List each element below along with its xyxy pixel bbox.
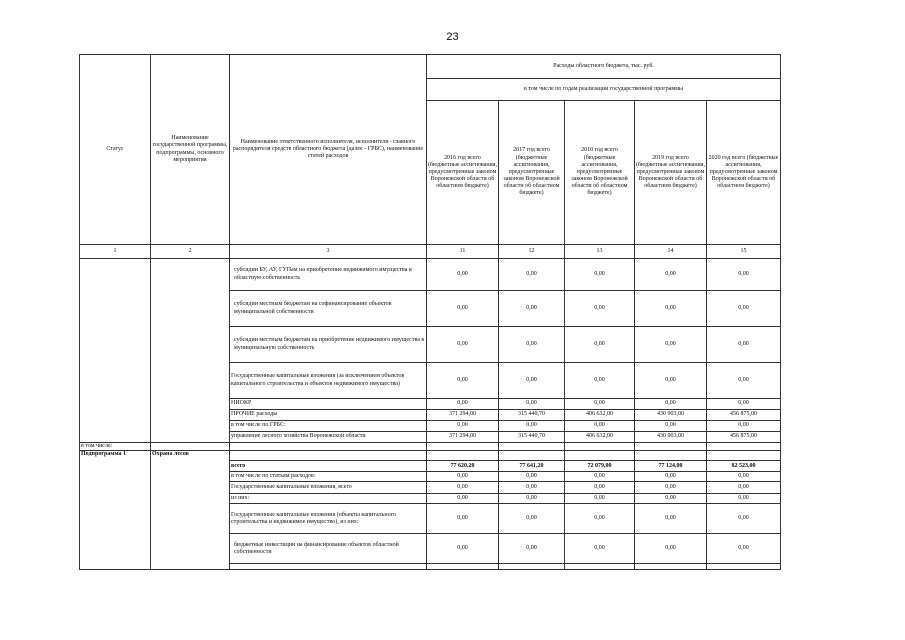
- value-cell: 0,00: [565, 259, 635, 291]
- subprogram-status: Подпрограмма 1: [80, 451, 151, 570]
- value-cell: 0,00: [427, 399, 499, 410]
- col-number: 11: [427, 245, 499, 259]
- value-cell: 315 440,70: [499, 410, 565, 421]
- row-label: Государственные капитальные вложения (за исключением объектов капитального строительства и объектов недвижимого имущества): [230, 363, 427, 399]
- value-cell: 0,00: [707, 421, 781, 432]
- value-cell: 0,00: [427, 494, 499, 504]
- value-cell: 0,00: [707, 259, 781, 291]
- total-value: 82 523,00: [707, 461, 781, 472]
- value-cell: 0,00: [499, 363, 565, 399]
- col-number: 1: [80, 245, 151, 259]
- row-label: Государственные капитальные вложения (объекты капитального строительства и недвижимое имущество), из них:: [230, 504, 427, 534]
- program-cell: [151, 259, 230, 443]
- value-cell: 0,00: [499, 472, 565, 482]
- value-cell: 0,00: [427, 363, 499, 399]
- value-cell: 371 294,00: [427, 410, 499, 421]
- value-cell: 0,00: [635, 494, 707, 504]
- header-year-2016: 2016 год всего (бюджетные ассигнования, предусмотренные законом Воронежской области об областном бюджете): [427, 101, 499, 245]
- value-cell: 0,00: [499, 534, 565, 564]
- column-numbers-row: [80, 245, 781, 259]
- row-label: субсидии местным бюджетам на приобретение недвижимого имущества в муниципальную собственность: [230, 327, 427, 363]
- row-label: ПРОЧИЕ расходы: [230, 410, 427, 421]
- value-cell: 0,00: [707, 494, 781, 504]
- total-value: 77 620,20: [427, 461, 499, 472]
- value-cell: 0,00: [635, 291, 707, 327]
- value-cell: 0,00: [499, 259, 565, 291]
- row-label: Государственные капитальные вложения, всего: [230, 482, 427, 494]
- incl-row: [80, 443, 781, 451]
- row-label: субсидии БУ, АУ, ГУПам на приобретение недвижимого имущества в областную собственность: [230, 259, 427, 291]
- row-label: бюджетные инвестиции на финансирование объектов областной собственности: [230, 534, 427, 564]
- value-cell: 0,00: [565, 494, 635, 504]
- value-cell: 0,00: [707, 482, 781, 494]
- row-label: субсидии местным бюджетам на софинансирование объектов муниципальной собственности: [230, 291, 427, 327]
- header-by-years: в том числе по годам реализации государственной программы: [427, 79, 781, 101]
- header-year-2020: 2020 год всего (бюджетные ассигнования, предусмотренные законом Воронежской области об областном бюджете): [707, 101, 781, 245]
- total-value: 77 124,00: [635, 461, 707, 472]
- value-cell: 406 632,00: [565, 432, 635, 443]
- header-year-2018: 2018 год всего (бюджетные ассигнования, предусмотренные законом Воронежской области об областном бюджете): [565, 101, 635, 245]
- value-cell: 0,00: [565, 472, 635, 482]
- value-cell: 0,00: [635, 327, 707, 363]
- row-label: в том числе по статьям расходов:: [230, 472, 427, 482]
- status-cell: [80, 259, 151, 443]
- value-cell: 0,00: [499, 494, 565, 504]
- value-cell: 371 294,00: [427, 432, 499, 443]
- value-cell: 0,00: [635, 399, 707, 410]
- value-cell: 456 875,00: [707, 432, 781, 443]
- row-label: НИОКР: [230, 399, 427, 410]
- value-cell: 0,00: [565, 399, 635, 410]
- value-cell: 0,00: [499, 291, 565, 327]
- value-cell: 0,00: [707, 472, 781, 482]
- value-cell: 0,00: [427, 291, 499, 327]
- value-cell: 315 440,70: [499, 432, 565, 443]
- value-cell: 0,00: [707, 399, 781, 410]
- value-cell: 0,00: [427, 534, 499, 564]
- header-program: Наименование государственной программы, подпрограммы, основного мероприятия: [151, 55, 230, 245]
- row-label: управление лесного хозяйства Воронежской области: [230, 432, 427, 443]
- row-label: в том числе по ГРБС:: [230, 421, 427, 432]
- incl-label: в том числе:: [80, 443, 151, 451]
- col-number: 3: [230, 245, 427, 259]
- value-cell: 0,00: [427, 472, 499, 482]
- value-cell: 0,00: [635, 504, 707, 534]
- total-value: 77 641,20: [499, 461, 565, 472]
- value-cell: 0,00: [635, 259, 707, 291]
- header-year-2019: 2019 год всего (бюджетные ассигнования, предусмотренные законом Воронежской области об областном бюджете): [635, 101, 707, 245]
- value-cell: 0,00: [707, 504, 781, 534]
- value-cell: 0,00: [565, 482, 635, 494]
- value-cell: 0,00: [499, 327, 565, 363]
- budget-table: [79, 54, 781, 570]
- col-number: 13: [565, 245, 635, 259]
- value-cell: 0,00: [499, 399, 565, 410]
- value-cell: 430 903,00: [635, 432, 707, 443]
- subprogram-name: Охрана лесов: [151, 451, 230, 570]
- header-year-2017: 2017 год всего (бюджетные ассигнования, предусмотренные законом Воронежской области об областном бюджете): [499, 101, 565, 245]
- row-label: из них:: [230, 494, 427, 504]
- value-cell: 0,00: [635, 534, 707, 564]
- header-executor: Наименование ответственного исполнителя, исполнителя - главного распорядителя средств областного бюджета (далее - ГРБС), наименование статей расходов: [230, 55, 427, 245]
- value-cell: 0,00: [707, 327, 781, 363]
- total-label: всего: [230, 461, 427, 472]
- value-cell: 0,00: [565, 291, 635, 327]
- value-cell: 0,00: [427, 327, 499, 363]
- col-number: 2: [151, 245, 230, 259]
- value-cell: 0,00: [635, 363, 707, 399]
- value-cell: 0,00: [427, 504, 499, 534]
- table-row: [80, 259, 781, 291]
- value-cell: 0,00: [707, 291, 781, 327]
- value-cell: 0,00: [565, 504, 635, 534]
- value-cell: 0,00: [427, 259, 499, 291]
- value-cell: 0,00: [499, 421, 565, 432]
- subprogram-spacer-row: [80, 451, 781, 461]
- value-cell: 0,00: [565, 363, 635, 399]
- page-number: 23: [446, 31, 459, 43]
- value-cell: 0,00: [565, 534, 635, 564]
- value-cell: 406 632,00: [565, 410, 635, 421]
- col-number: 12: [499, 245, 565, 259]
- header-expenses: Расходы областного бюджета, тыс. руб.: [427, 55, 781, 79]
- value-cell: 0,00: [499, 504, 565, 534]
- value-cell: 0,00: [499, 482, 565, 494]
- value-cell: 0,00: [635, 472, 707, 482]
- header-row-1: [80, 55, 781, 79]
- value-cell: 0,00: [427, 482, 499, 494]
- value-cell: 0,00: [427, 421, 499, 432]
- total-value: 72 079,00: [565, 461, 635, 472]
- value-cell: 0,00: [707, 363, 781, 399]
- col-number: 14: [635, 245, 707, 259]
- value-cell: 0,00: [565, 421, 635, 432]
- col-number: 15: [707, 245, 781, 259]
- value-cell: 0,00: [565, 327, 635, 363]
- header-status: Статус: [80, 55, 151, 245]
- value-cell: 430 903,00: [635, 410, 707, 421]
- value-cell: 456 875,00: [707, 410, 781, 421]
- value-cell: 0,00: [635, 421, 707, 432]
- value-cell: 0,00: [707, 534, 781, 564]
- value-cell: 0,00: [635, 482, 707, 494]
